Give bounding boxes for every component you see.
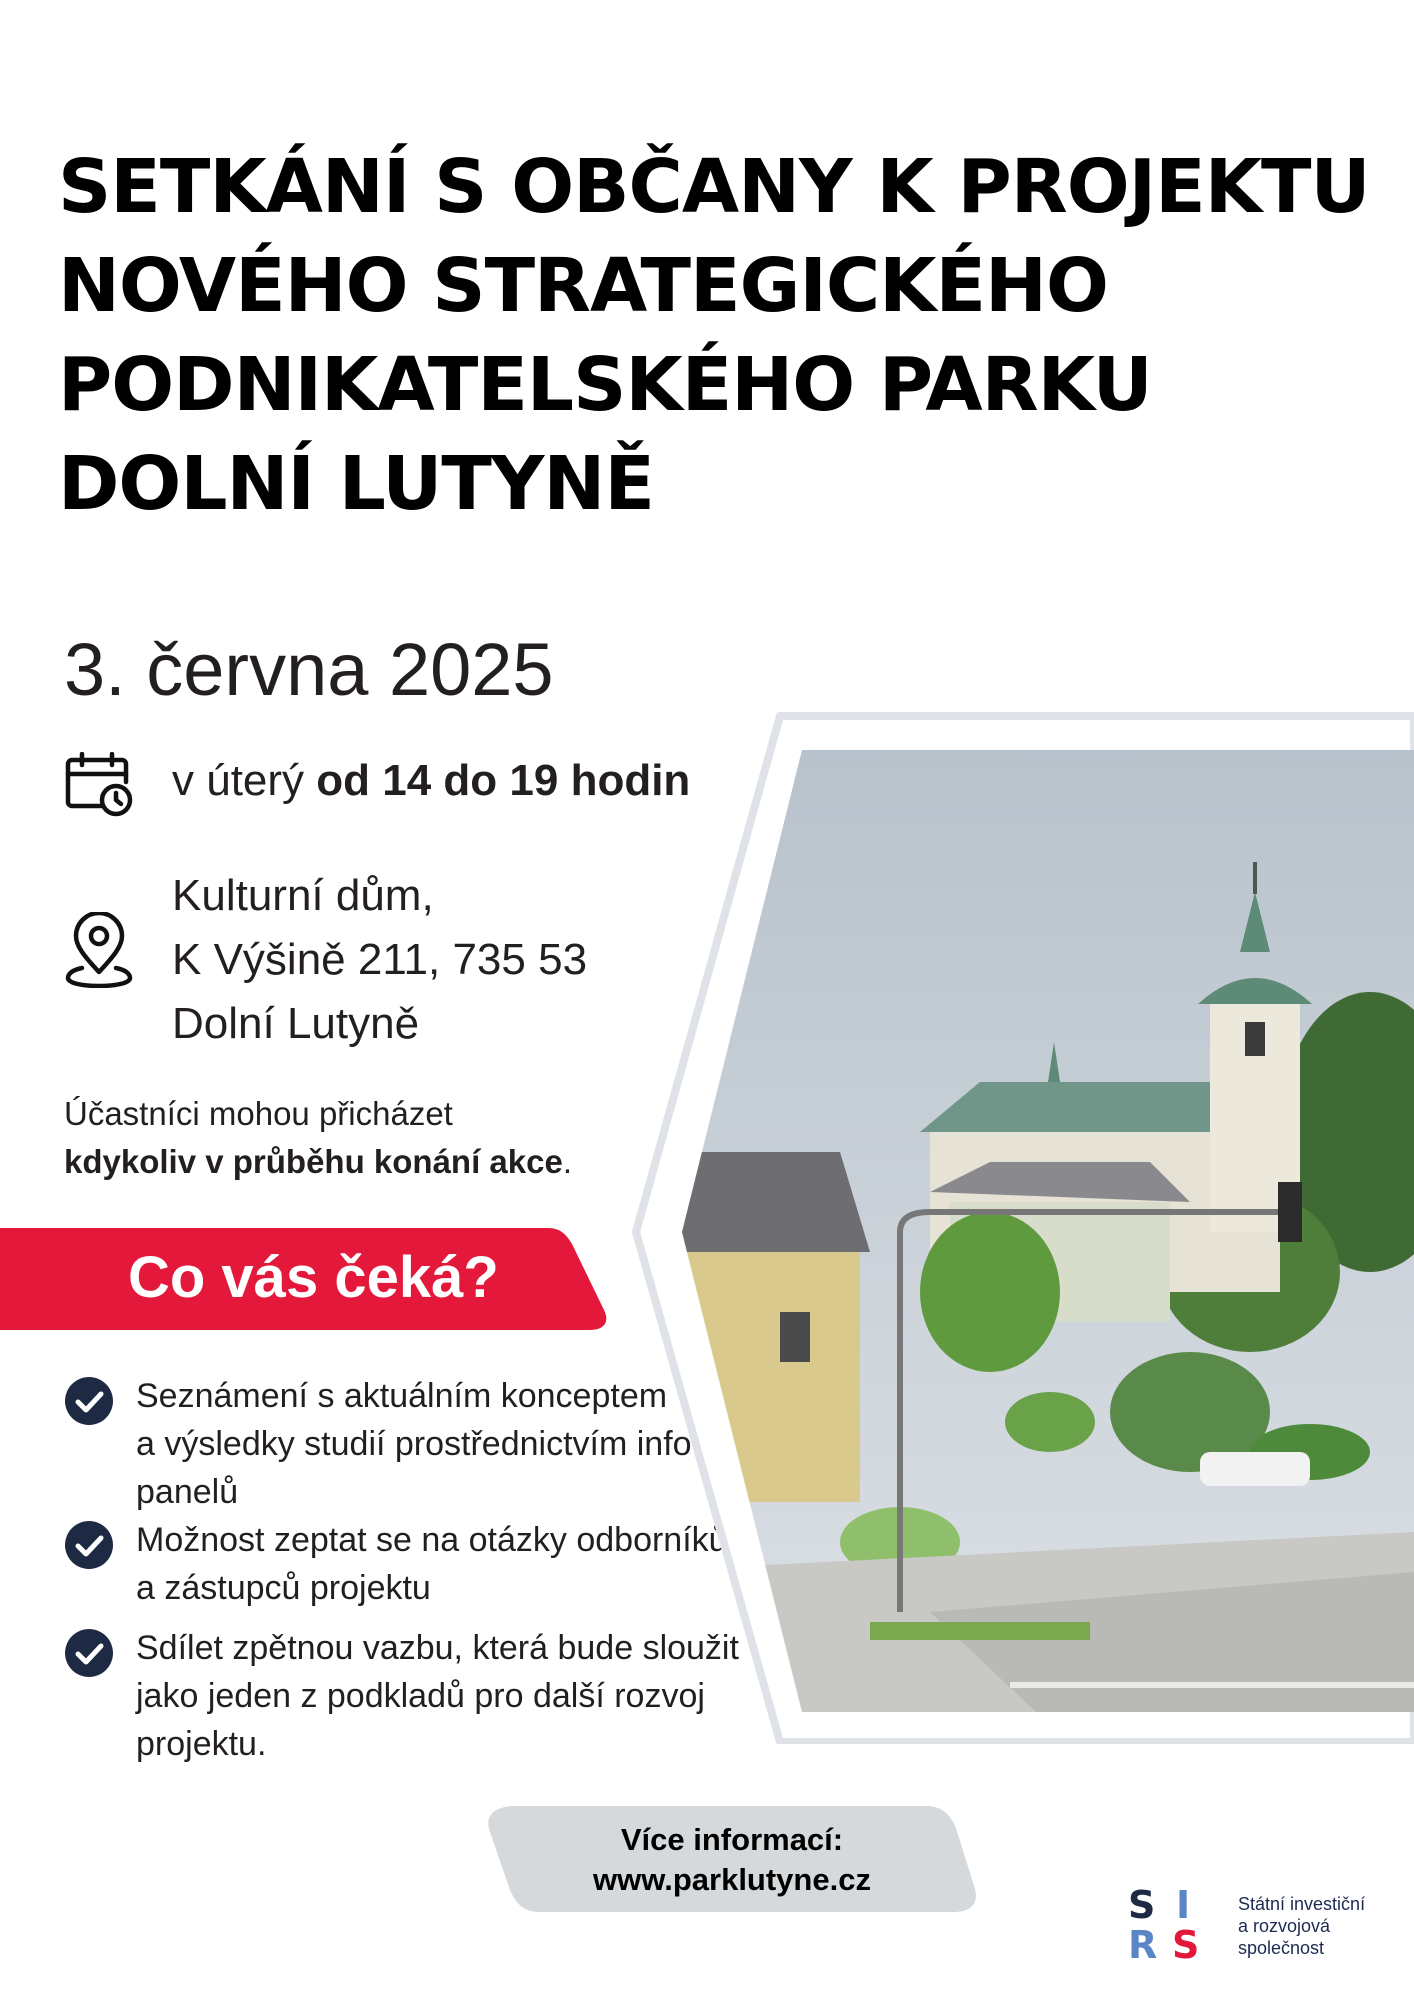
location-line: Dolní Lutyně (172, 999, 420, 1048)
logo-letter: I (1176, 1884, 1191, 1927)
list-item-line: a výsledky studií prostřednictvím info (136, 1425, 692, 1463)
list-item-line: jako jeden z podkladů pro další rozvoj (136, 1677, 705, 1715)
map-pin-icon (64, 912, 134, 988)
list-item-line: panelů (136, 1473, 239, 1511)
town-photo (630, 712, 1414, 1744)
title-line: NOVÉHO STRATEGICKÉHO (58, 243, 1108, 329)
check-circle-icon (64, 1376, 114, 1426)
note-bold: kdykoliv v průběhu konání akce (64, 1143, 563, 1180)
logo-name-line: společnost (1238, 1938, 1325, 1958)
info-label: Více informací: (620, 1822, 844, 1857)
logo-name-line: a rozvojová (1238, 1916, 1331, 1936)
sirs-logo (1128, 1884, 1212, 1962)
info-text (520, 1820, 944, 1900)
note-line: Účastníci mohou přicházet (64, 1095, 453, 1132)
event-date: 3. června 2025 (64, 628, 554, 711)
event-location (172, 864, 587, 1056)
title-line: DOLNÍ LUTYNĚ (58, 441, 654, 527)
attendance-note (64, 1090, 572, 1186)
title-line: SETKÁNÍ S OBČANY K PROJEKTU (58, 144, 1370, 230)
page-title (58, 138, 1370, 534)
logo-letter: S (1128, 1884, 1156, 1927)
event-time (172, 754, 690, 808)
location-line: K Výšině 211, 735 53 (172, 935, 588, 984)
note-end: . (562, 1143, 573, 1180)
list-item-line: a zástupců projektu (136, 1569, 431, 1607)
time-prefix: v úterý (172, 756, 317, 805)
list-item-line: Sdílet zpětnou vazbu, která bude sloužit (136, 1629, 739, 1667)
check-circle-icon (64, 1520, 114, 1570)
title-line: PODNIKATELSKÉHO PARKU (58, 342, 1152, 428)
time-hours: od 14 do 19 hodin (316, 756, 691, 805)
section-heading: Co vás čeká? (128, 1245, 499, 1310)
calendar-clock-icon (64, 752, 136, 818)
logo-name-line: Státní investiční (1238, 1894, 1366, 1914)
location-line: Kulturní dům, (172, 871, 434, 920)
check-circle-icon (64, 1628, 114, 1678)
logo-letter: R (1128, 1923, 1158, 1962)
logo-letter: S (1172, 1923, 1200, 1962)
list-item-line: Možnost zeptat se na otázky odborníků (136, 1521, 728, 1559)
logo-name (1238, 1893, 1365, 1959)
list-item-line: projektu. (136, 1725, 267, 1763)
list-item-line: Seznámení s aktuálním konceptem (136, 1377, 668, 1415)
list-item-text (136, 1372, 692, 1516)
website-link[interactable]: www.parklutyne.cz (593, 1862, 871, 1897)
note-line-2 (64, 1138, 572, 1186)
